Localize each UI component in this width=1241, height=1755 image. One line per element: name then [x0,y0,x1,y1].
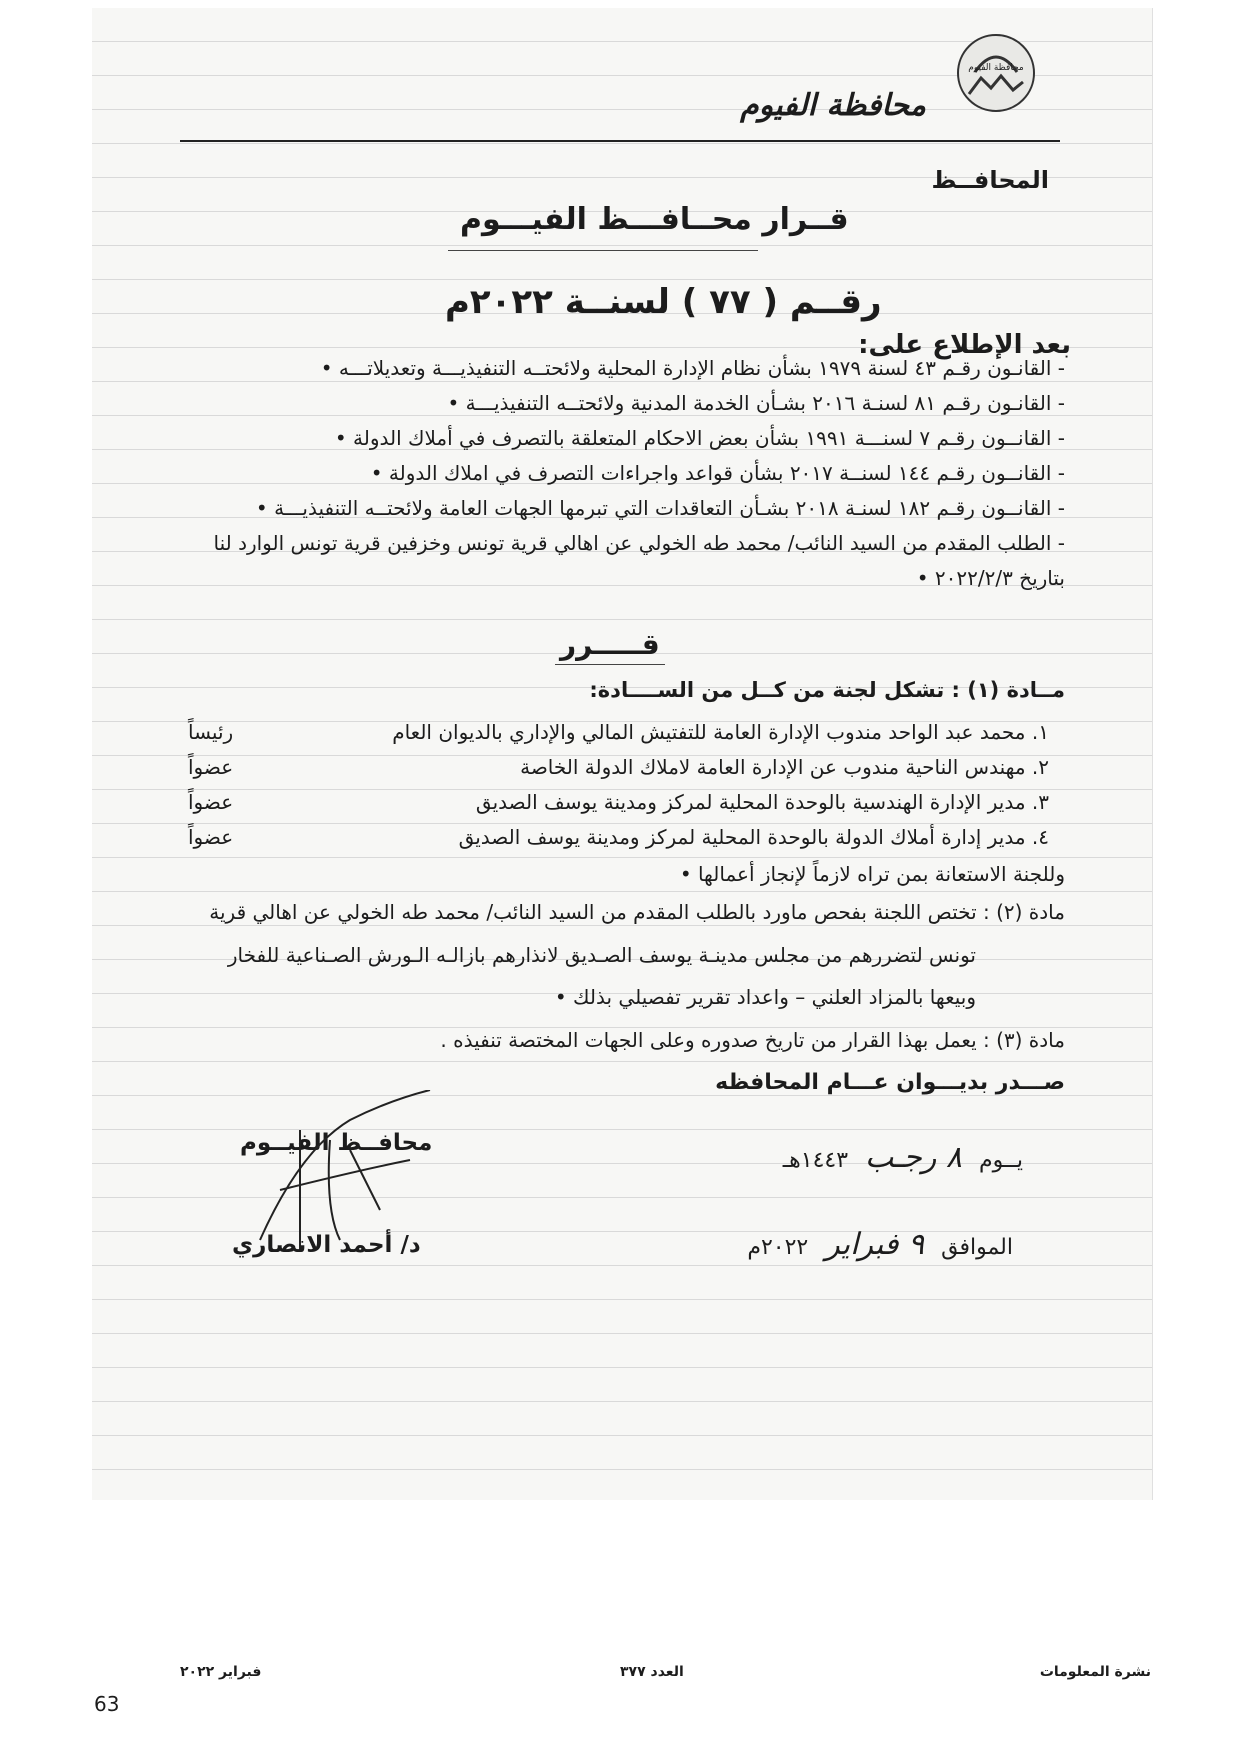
request-item: - الطلب المقدم من السيد النائب/ محمد طه الخولي عن اهالي قرية تونس وخزفين قرية تونس الوارد لنا [213,531,1065,555]
handwritten-day: ٨ رجـب [865,1140,962,1175]
committee-member: ٤. مدير إدارة أملاك الدولة بالوحدة المحلية لمركز ومدينة يوسف الصديق [458,825,1049,849]
article-2-line: وبيعها بالمزاد العلني – واعداد تقرير تفصيلي بذلك • [554,985,976,1009]
committee-note: وللجنة الاستعانة بمن تراه لازماً لإنجاز أعمالها • [679,862,1065,886]
signatory-name: د/ أحمد الانصاري [232,1232,421,1258]
decided-heading: قـــــرر [560,628,660,661]
governor-label: المحافــظ [931,166,1049,194]
committee-member: ٢. مهندس الناحية مندوب عن الإدارة العامة لاملاك الدولة الخاصة [520,755,1049,779]
gregorian-date [747,1227,1013,1262]
day-label: يــوم [979,1148,1023,1173]
committee-member: ٣. مدير الإدارة الهندسية بالوحدة المحلية لمركز ومدينة يوسف الصديق [475,790,1049,814]
governorate-logo-seal [955,32,1037,114]
hijri-date [783,1140,1023,1175]
handwritten-date: ٩ فبراير [825,1227,925,1262]
page-number: 63 [94,1692,120,1716]
article-2-line: مادة (٢) : تختص اللجنة بفحص ماورد بالطلب المقدم من السيد النائب/ محمد طه الخولي عن اهالي قرية [209,900,1065,924]
committee-member: ١. محمد عبد الواحد مندوب الإدارة العامة للتفتيش المالي والإداري بالديوان العام [392,720,1049,744]
logo-text: محافظة الفيوم [968,63,1024,73]
review-heading: بعد الإطلاع على: [858,330,1071,360]
governorate-name: محافظة الفيوم [740,88,926,123]
request-date: بتاريخ ٢٠٢٢/٢/٣ • [916,566,1065,590]
article-3: مادة (٣) : يعمل بهذا القرار من تاريخ صدوره وعلى الجهات المختصة تنفيذه . [440,1028,1065,1052]
law-item: - القانـون رقـم ٨١ لسنـة ٢٠١٦ بشـأن الخدمة المدنية ولائحتــه التنفيذيـــة • [447,391,1065,415]
gregorian-year: ٢٠٢٢م [747,1235,809,1260]
member-role: عضواً [188,790,234,814]
decided-underline [555,664,665,665]
article-1-heading: مــادة (١) : تشكل لجنة من كــل من الســــادة: [589,678,1065,702]
law-item: - القانــون رقـم ٧ لسنـــة ١٩٩١ بشأن بعض الاحكام المتعلقة بالتصرف في أملاك الدولة • [334,426,1065,450]
title-underline [448,250,758,251]
agree-label: الموافق [941,1235,1013,1260]
decision-title: قــرار محــافـــظ الفيـــوم [460,202,849,237]
issued-at: صـــدر بديـــوان عـــام المحافظه [715,1070,1065,1095]
header-divider [180,140,1060,142]
member-role: عضواً [188,825,234,849]
hijri-year: ١٤٤٣هـ [782,1148,849,1173]
decision-number: رقــم ( ٧٧ ) لسنــة ٢٠٢٢م [445,282,882,322]
footer-month: فبراير ٢٠٢٢ [180,1664,262,1680]
footer-issue: العدد ٣٧٧ [620,1664,684,1680]
law-item: - القانـون رقـم ٤٣ لسنة ١٩٧٩ بشأن نظام الإدارة المحلية ولائحتــه التنفيذيـــة وتعديلاتـــه • [320,356,1065,380]
signature-title: محافــظ الفيــوم [240,1130,433,1156]
footer-publication: نشرة المعلومات [1039,1664,1151,1680]
law-item: - القانــون رقـم ١٤٤ لسنــة ٢٠١٧ بشأن قواعد واجراءات التصرف في املاك الدولة • [370,461,1065,485]
member-role: رئيساً [188,720,234,744]
article-2-line: تونس لتضررهم من مجلس مدينـة يوسف الصـديق لانذارهم بازالـه الـورش الصـناعية للفخار [227,943,976,967]
law-item: - القانــون رقـم ١٨٢ لسنـة ٢٠١٨ بشـأن التعاقدات التي تبرمها الجهات العامة ولائحتــه التنفيذيـــة • [255,496,1065,520]
member-role: عضواً [188,755,234,779]
